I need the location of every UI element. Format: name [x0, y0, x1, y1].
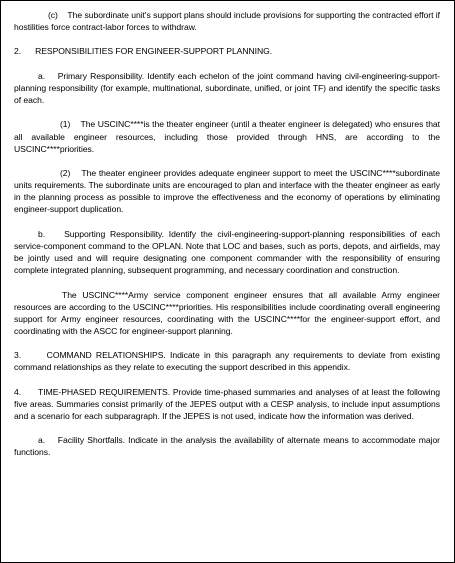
paragraph-4: 4. TIME-PHASED REQUIREMENTS. Provide time-phased summaries and analyses of at least the following five areas. Summaries consist primarily of the JEPES output with a CESP analysis, to include input assumptions and a scenario for each subparagraph. If the JEPES is not used, indicate how the information was derived.: [14, 386, 440, 422]
paragraph-2a1: (1) The USCINC****is the theater engineer (until a theater engineer is delegated) who ensures that all available engineer resources, including those provided through HNS, are according to the USCINC****priorities.: [14, 119, 440, 154]
paragraph-2a2: (2) The theater engineer provides adequate engineer support to meet the USCINC****subordinate units requirements. The subordinate units are encouraged to plan and interface with the theater engineer as early in the planning process as possible to improve the effectiveness and the economy of operations by eliminating engineer-support duplication.: [14, 167, 440, 215]
document-body: [14, 9, 440, 459]
section-2-heading: 2. RESPONSIBILITIES FOR ENGINEER-SUPPORT PLANNING.: [14, 46, 273, 57]
paragraph-2a: a. Primary Responsibility. Identify each echelon of the joint command having civil-engineering-support-planning responsibility (for example, multinational, subordinate, unified, or joint TF) and identify the specific tasks of each.: [14, 70, 440, 106]
paragraph-army-engineer: The USCINC****Army service component engineer ensures that all available Army engineer resources are according to the USCINC****priorities. His responsibilities include coordinating overall engineering support for Army engineer resources, coordinating with the USCINC****for the engineer-support effort, and coordinating with the ASCC for engineer-support planning.: [14, 289, 440, 336]
paragraph-4a: a. Facility Shortfalls. Indicate in the analysis the availability of alternate means to accommodate major functions.: [14, 435, 440, 458]
paragraph-2b: b. Supporting Responsibility. Identify the civil-engineering-support-planning responsibilities of each service-component command to the OPLAN. Note that LOC and bases, such as ports, depots, and airfields, may be jointly used and will require designating one component commander with the responsibility of ensuring complete integrated planning, subsequent programming, and necessary coordination and construction.: [14, 228, 440, 276]
paragraph-3: 3. COMMAND RELATIONSHIPS. Indicate in this paragraph any requirements to deviate from existing command relationships as they relate to executing the support described in this appendix.: [14, 350, 440, 373]
paragraph-1c: (c) The subordinate unit's support plans should include provisions for supporting the contracted effort if hostilities force contract-labor forces to withdraw.: [14, 10, 440, 33]
